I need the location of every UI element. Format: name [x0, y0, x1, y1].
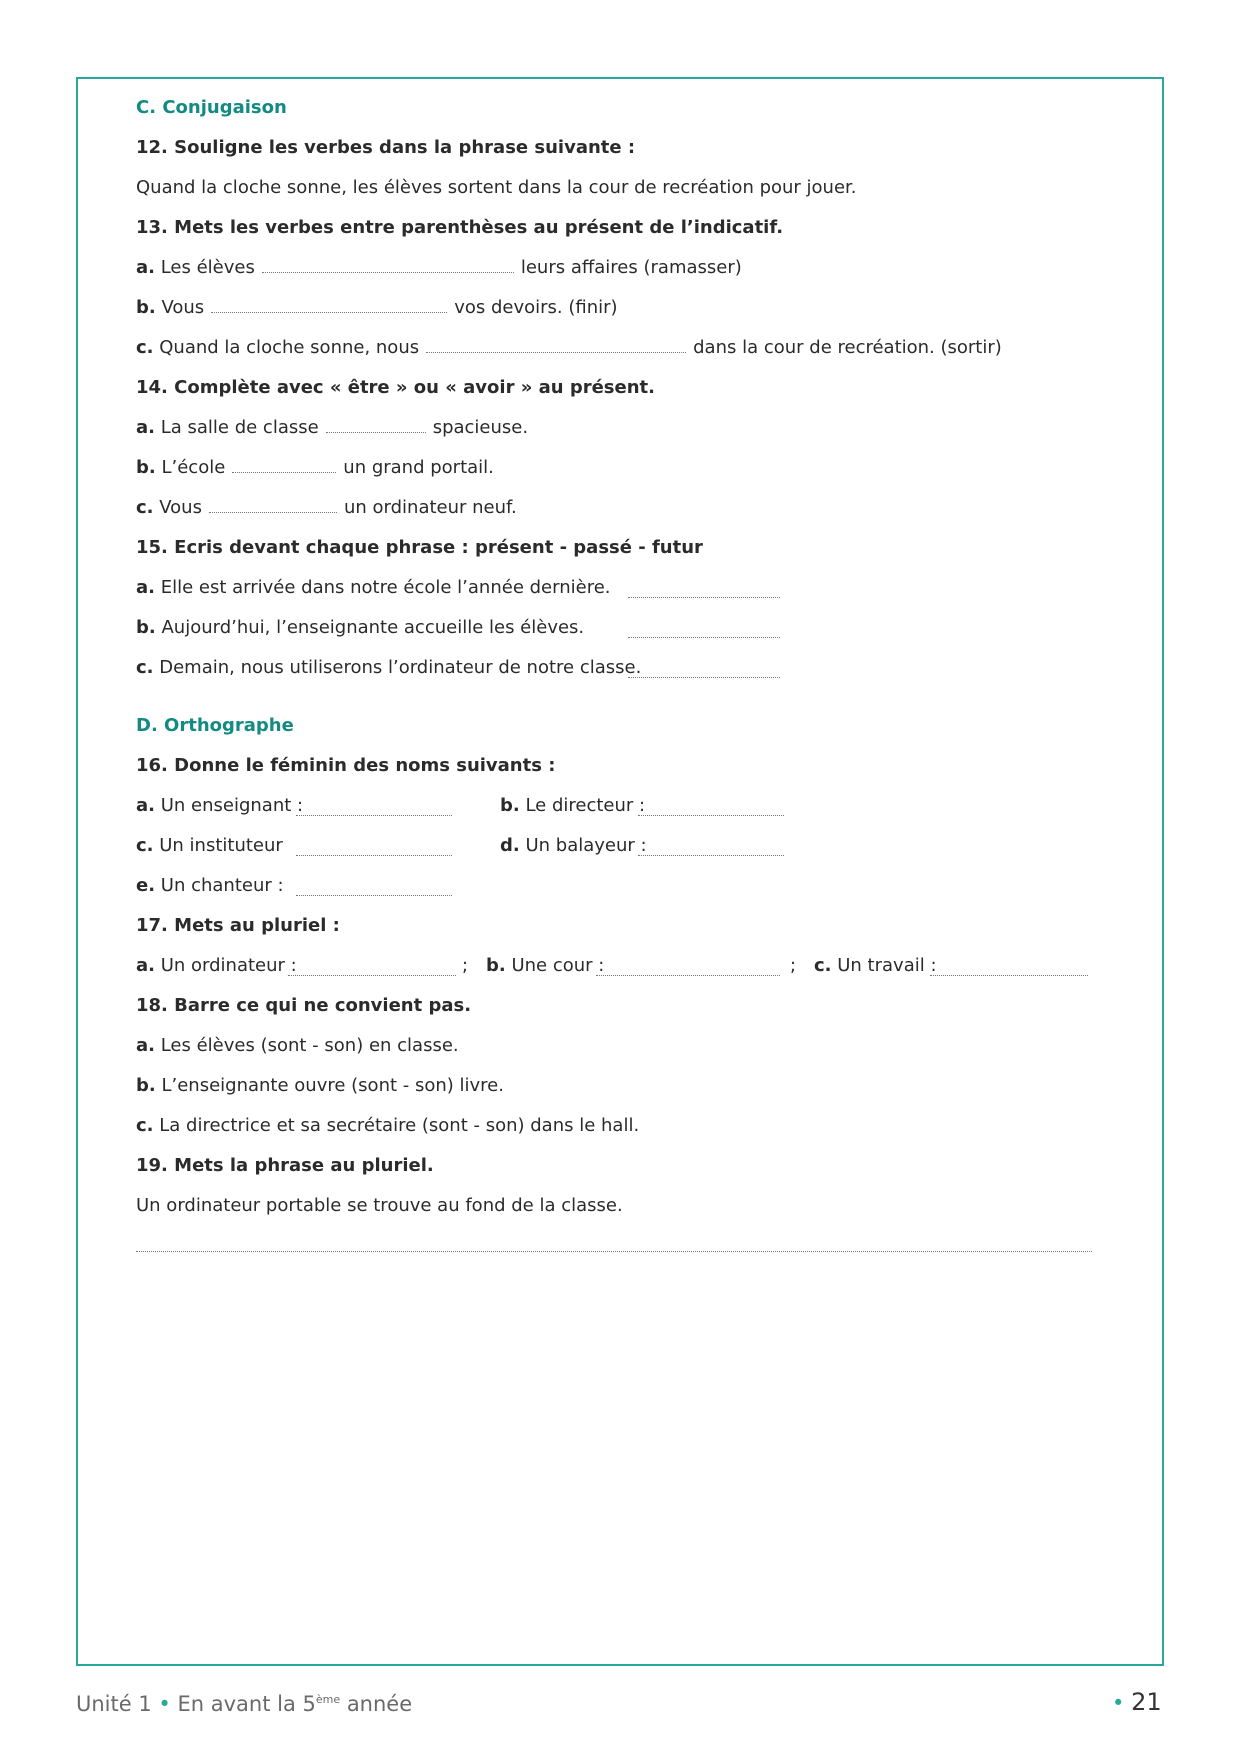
item-label: b.	[136, 297, 156, 318]
question-18-prompt: 18. Barre ce qui ne convient pas.	[136, 995, 472, 1016]
answer-blank[interactable]	[232, 457, 336, 473]
item-text-after: dans la cour de recréation. (sortir)	[693, 337, 1002, 358]
question-15-item-b	[136, 616, 584, 640]
footer-page-bullet: •	[1112, 1691, 1125, 1715]
item-text: Un chanteur :	[160, 875, 284, 896]
question-13-item-a	[136, 256, 742, 280]
item-text: Un instituteur	[159, 835, 283, 856]
item-label: a.	[136, 795, 155, 816]
answer-blank[interactable]	[326, 417, 426, 433]
item-text-before: Vous	[159, 497, 202, 518]
item-label: c.	[136, 835, 154, 856]
question-15-item-a	[136, 576, 611, 600]
question-19-sentence: Un ordinateur portable se trouve au fond de la classe.	[136, 1195, 623, 1216]
answer-blank[interactable]	[209, 497, 337, 513]
question-15-prompt: 15. Ecris devant chaque phrase : présent - passé - futur	[136, 537, 703, 558]
item-text-before: Vous	[161, 297, 205, 318]
answer-blank[interactable]	[638, 840, 784, 856]
item-text-before: Quand la cloche sonne, nous	[159, 337, 420, 358]
item-text-after: spacieuse.	[432, 417, 529, 438]
question-19-prompt: 19. Mets la phrase au pluriel.	[136, 1155, 434, 1176]
item-text: Aujourd’hui, l’enseignante accueille les élèves.	[161, 617, 585, 638]
item-text-after: vos devoirs. (finir)	[454, 297, 618, 318]
question-13-prompt: 13. Mets les verbes entre parenthèses au présent de l’indicatif.	[136, 217, 784, 238]
item-label: a.	[136, 577, 155, 598]
question-12-prompt: 12. Souligne les verbes dans la phrase suivante :	[136, 137, 636, 158]
item-text: L’enseignante ouvre (sont - son) livre.	[161, 1075, 504, 1096]
question-16-item-b	[500, 794, 645, 818]
item-label: b.	[500, 795, 520, 816]
item-label: a.	[136, 955, 155, 976]
item-label: c.	[136, 497, 154, 518]
item-text: Le directeur :	[525, 795, 646, 816]
question-18-item-a	[136, 1034, 459, 1058]
question-14-prompt: 14. Complète avec « être » ou « avoir » au présent.	[136, 377, 655, 398]
footer-unit-title	[76, 1692, 412, 1716]
item-label: b.	[136, 1075, 156, 1096]
question-14-item-b	[136, 456, 494, 480]
question-14-item-c	[136, 496, 517, 520]
item-text: Un ordinateur :	[160, 955, 297, 976]
footer-page	[1112, 1688, 1162, 1716]
answer-blank[interactable]	[211, 297, 447, 313]
footer-title-post: année	[340, 1692, 413, 1716]
item-text: Demain, nous utiliserons l’ordinateur de notre classe.	[159, 657, 642, 678]
answer-line[interactable]	[136, 1236, 1092, 1252]
question-16-item-c	[136, 834, 283, 858]
item-label: b.	[486, 955, 506, 976]
answer-blank[interactable]	[262, 257, 514, 273]
item-text-after: un grand portail.	[343, 457, 494, 478]
question-12-sentence: Quand la cloche sonne, les élèves sortent dans la cour de recréation pour jouer.	[136, 177, 857, 198]
item-label: a.	[136, 417, 155, 438]
answer-blank[interactable]	[596, 960, 780, 976]
answer-blank[interactable]	[638, 800, 784, 816]
answer-blank[interactable]	[628, 662, 780, 678]
question-17-item-c	[814, 954, 937, 978]
item-label: c.	[136, 1115, 154, 1136]
item-text: Une cour :	[511, 955, 605, 976]
item-text: Un balayeur :	[525, 835, 647, 856]
answer-blank[interactable]	[288, 960, 456, 976]
answer-blank[interactable]	[930, 960, 1088, 976]
question-13-item-b	[136, 296, 618, 320]
question-16-item-d	[500, 834, 647, 858]
item-text-after: un ordinateur neuf.	[343, 497, 517, 518]
item-label: c.	[136, 657, 154, 678]
item-text-after: leurs affaires (ramasser)	[520, 257, 742, 278]
item-label: b.	[136, 457, 156, 478]
question-15-item-c	[136, 656, 641, 680]
item-text: Un travail :	[837, 955, 937, 976]
question-16-item-e	[136, 874, 284, 898]
separator: ;	[790, 955, 797, 976]
question-17-item-b	[486, 954, 604, 978]
item-text-before: La salle de classe	[160, 417, 319, 438]
question-17-item-a	[136, 954, 297, 978]
footer-title-sup: ème	[315, 1693, 341, 1706]
answer-blank[interactable]	[296, 840, 452, 856]
question-16-item-a	[136, 794, 303, 818]
question-14-item-a	[136, 416, 528, 440]
item-label: d.	[500, 835, 520, 856]
item-text: La directrice et sa secrétaire (sont - son) dans le hall.	[159, 1115, 640, 1136]
answer-blank[interactable]	[628, 622, 780, 638]
item-label: c.	[136, 337, 154, 358]
footer-unit: Unité 1	[76, 1692, 152, 1716]
item-text: Les élèves (sont - son) en classe.	[160, 1035, 459, 1056]
item-text-before: Les élèves	[160, 257, 255, 278]
item-label: e.	[136, 875, 156, 896]
separator: ;	[462, 955, 469, 976]
section-title-conjugaison: C. Conjugaison	[136, 97, 287, 118]
item-label: a.	[136, 1035, 155, 1056]
footer-title-pre: En avant la 5	[177, 1692, 316, 1716]
section-title-orthographe: D. Orthographe	[136, 715, 294, 736]
answer-blank[interactable]	[296, 880, 452, 896]
item-text: Un enseignant :	[160, 795, 304, 816]
item-label: b.	[136, 617, 156, 638]
question-16-prompt: 16. Donne le féminin des noms suivants :	[136, 755, 556, 776]
item-text: Elle est arrivée dans notre école l’année dernière.	[160, 577, 611, 598]
item-label: c.	[814, 955, 832, 976]
page-number: 21	[1131, 1688, 1162, 1716]
question-13-item-c	[136, 336, 1002, 360]
question-18-item-c	[136, 1114, 639, 1138]
answer-blank[interactable]	[628, 582, 780, 598]
question-17-prompt: 17. Mets au pluriel :	[136, 915, 340, 936]
footer-bullet: •	[158, 1692, 171, 1716]
question-18-item-b	[136, 1074, 504, 1098]
answer-blank[interactable]	[426, 337, 686, 353]
item-label: a.	[136, 257, 155, 278]
item-text-before: L’école	[161, 457, 226, 478]
answer-blank[interactable]	[296, 800, 452, 816]
